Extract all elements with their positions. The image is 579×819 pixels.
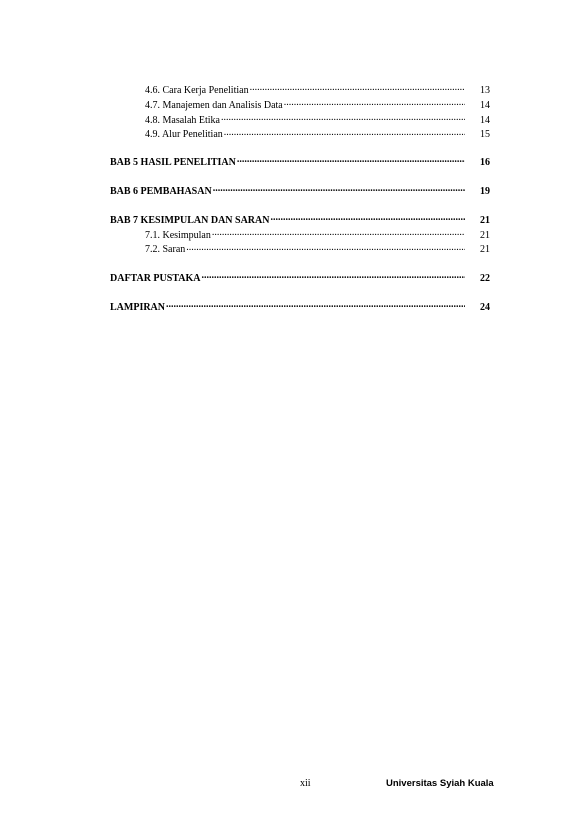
- toc-entry-page: 22: [480, 273, 490, 285]
- toc-entry-daftar-pustaka[interactable]: [110, 271, 490, 286]
- toc-entry-label: DAFTAR PUSTAKA: [110, 273, 201, 285]
- toc-entry-page: 19: [480, 185, 490, 197]
- toc-entry-4-6[interactable]: [110, 83, 490, 98]
- page-footer: [0, 778, 579, 792]
- toc-entry-label: 4.6. Cara Kerja Penelitian: [145, 85, 249, 96]
- toc-leader-dots: [186, 242, 465, 252]
- toc-entry-page: 13: [480, 85, 490, 96]
- toc-entry-page: 16: [480, 157, 490, 169]
- toc-entry-bab-5[interactable]: [110, 155, 490, 170]
- toc-entry-page: 21: [480, 214, 490, 226]
- toc-entry-label: BAB 5 HASIL PENELITIAN: [110, 157, 236, 169]
- toc-entry-page: 24: [480, 301, 490, 313]
- toc-entry-page: 21: [480, 244, 490, 256]
- university-name: Universitas Syiah Kuala: [386, 778, 494, 789]
- toc-leader-dots: [270, 213, 465, 223]
- toc-leader-dots: [166, 300, 465, 310]
- toc-leader-dots: [201, 271, 465, 281]
- toc-entry-4-8[interactable]: [110, 113, 490, 128]
- toc-entry-bab-6[interactable]: [110, 184, 490, 199]
- toc-leader-dots: [224, 127, 465, 137]
- toc-leader-dots: [250, 83, 465, 93]
- toc-leader-dots: [221, 113, 465, 123]
- toc-entry-7-1[interactable]: [110, 228, 490, 243]
- toc-entry-page: 21: [480, 229, 490, 241]
- toc-entry-4-7[interactable]: [110, 98, 490, 113]
- toc-leader-dots: [213, 184, 465, 194]
- toc-entry-label: BAB 6 PEMBAHASAN: [110, 185, 212, 197]
- toc-entry-bab-7[interactable]: [110, 213, 490, 228]
- toc-entry-lampiran[interactable]: [110, 300, 490, 315]
- page-number: xii: [300, 778, 311, 789]
- toc-leader-dots: [212, 228, 465, 238]
- toc-leader-dots: [284, 98, 465, 108]
- toc-entry-page: 14: [480, 114, 490, 126]
- toc-entry-4-9[interactable]: [110, 127, 490, 142]
- toc-entry-label: LAMPIRAN: [110, 301, 165, 313]
- toc-entry-label: BAB 7 KESIMPULAN DAN SARAN: [110, 214, 270, 226]
- toc-entry-label: 4.7. Manajemen dan Analisis Data: [145, 99, 283, 111]
- toc-leader-dots: [237, 155, 465, 165]
- toc-entry-page: 15: [480, 129, 490, 141]
- toc-entry-page: 14: [480, 99, 490, 111]
- toc-entry-label: 7.2. Saran: [145, 244, 186, 256]
- toc-entry-label: 7.1. Kesimpulan: [145, 229, 211, 241]
- table-of-contents: [110, 83, 490, 315]
- toc-entry-label: 4.8. Masalah Etika: [145, 114, 220, 126]
- toc-entry-7-2[interactable]: [110, 242, 490, 257]
- toc-entry-label: 4.9. Alur Penelitian: [145, 129, 223, 141]
